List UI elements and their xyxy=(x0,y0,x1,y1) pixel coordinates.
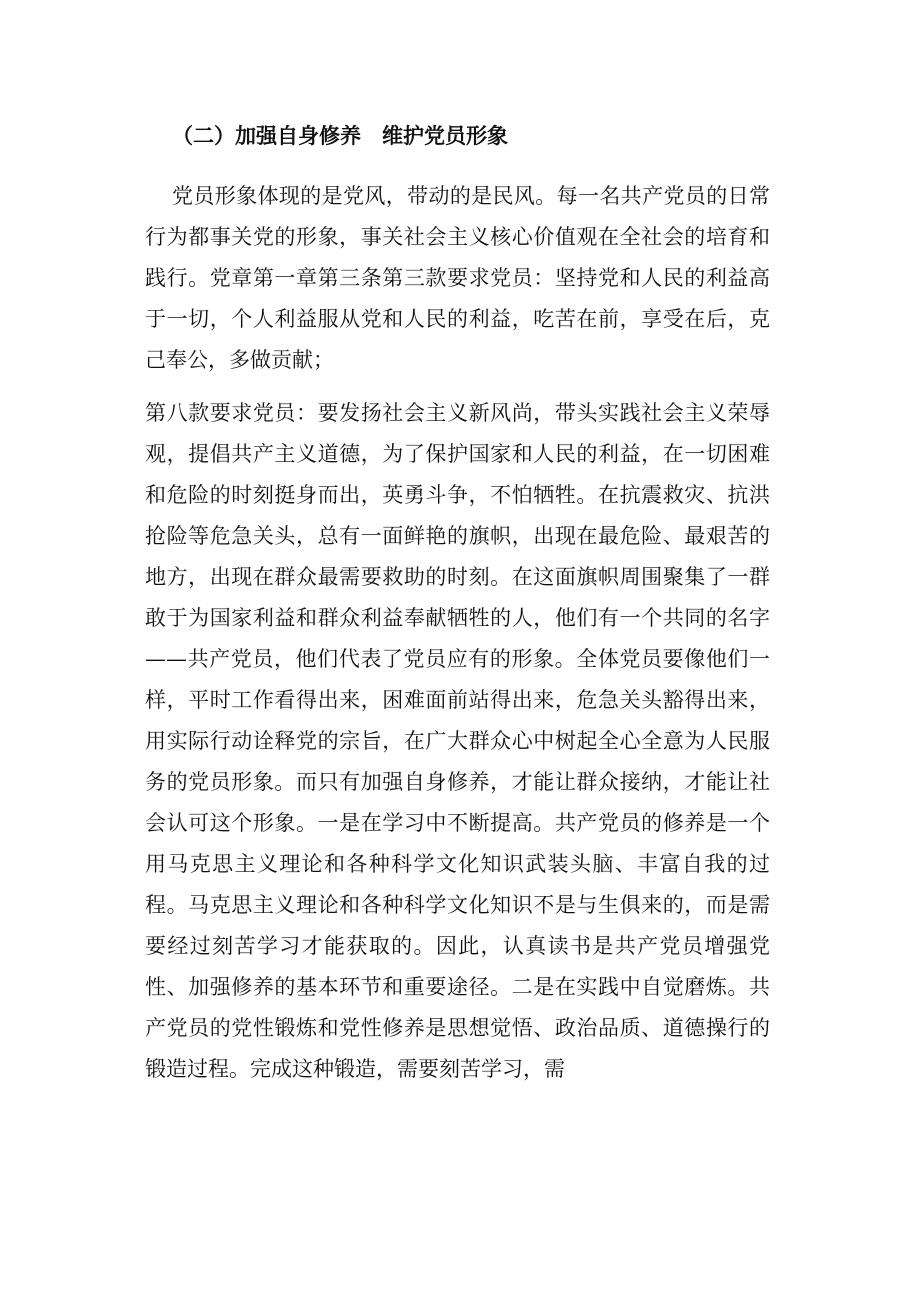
body-paragraph-1: 党员形象体现的是党风，带动的是民风。每一名共产党员的日常行为都事关党的形象，事关社会主义核心价值观在全社会的培育和践行。党章第一章第三条第三款要求党员：坚持党和人民的利益高于一切，个人利益服从党和人民的利益，吃苦在前，享受在后，克己奉公，多做贡献； xyxy=(145,184,770,372)
section-heading: （二）加强自身修养 维护党员形象 xyxy=(172,124,508,148)
body-paragraph-2: 第八款要求党员：要发扬社会主义新风尚，带头实践社会主义荣辱观，提倡共产主义道德，为了保护国家和人民的利益，在一切困难和危险的时刻挺身而出，英勇斗争，不怕牺牲。在抗震救灾、抗洪抢险等危急关头，总有一面鲜艳的旗帜，出现在最危险、最艰苦的地方，出现在群众最需要救助的时刻。在这面旗帜周围聚集了一群敢于为国家利益和群众利益奉献牺牲的人，他们有一个共同的名字——共产党员，他们代表了党员应有的形象。全体党员要像他们一样，平时工作看得出来，困难面前站得出来，危急关头豁得出来，用实际行动诠释党的宗旨，在广大群众心中树起全心全意为人民服务的党员形象。而只有加强自身修养，才能让群众接纳，才能让社会认可这个形象。一是在学习中不断提高。共产党员的修养是一个用马克思主义理论和各种科学文化知识武装头脑、丰富自我的过程。马克思主义理论和各种科学文化知识不是与生俱来的，而是需要经过刻苦学习才能获取的。因此，认真读书是共产党员增强党性、加强修养的基本环节和重要途径。二是在实践中自觉磨炼。共产党员的党性锻炼和党性修养是思想觉悟、政治品质、道德操行的锻造过程。完成这种锻造，需要刻苦学习，需 xyxy=(145,401,770,1081)
